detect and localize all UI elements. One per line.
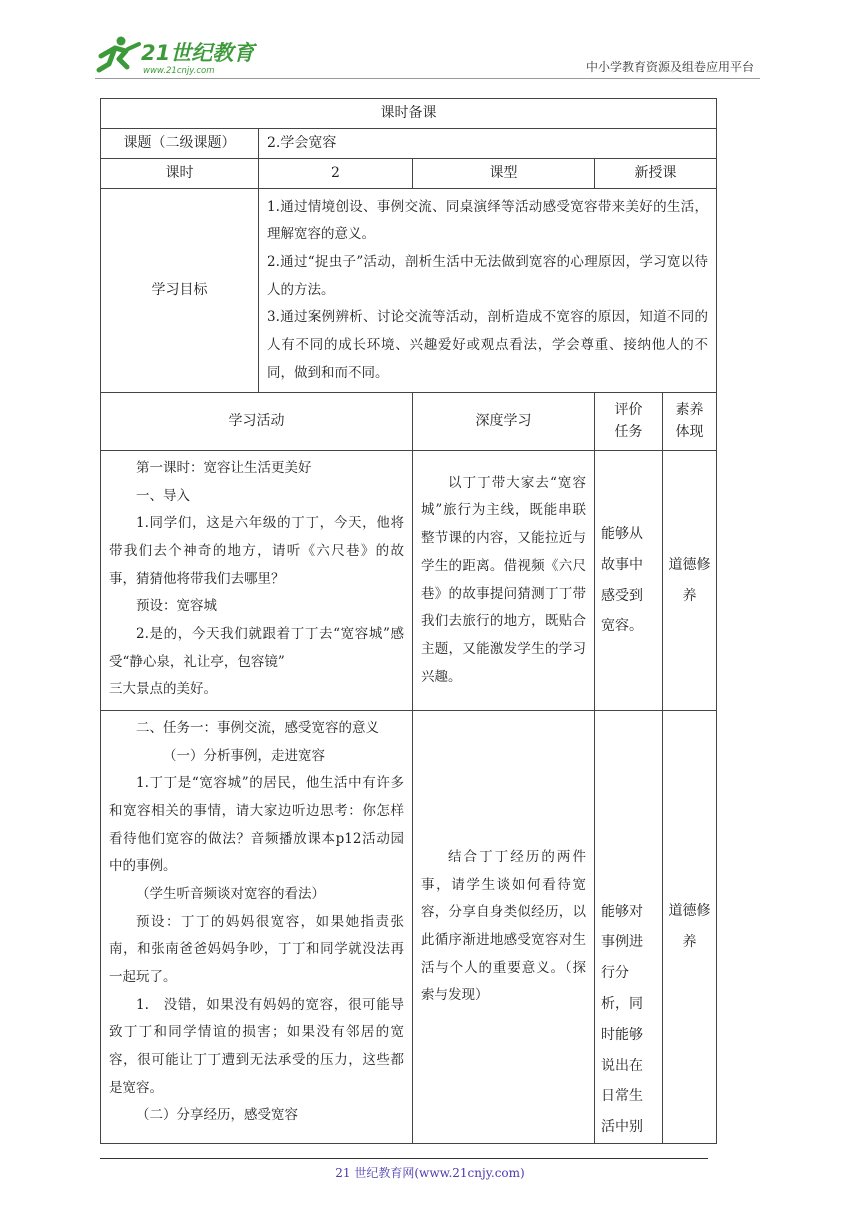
period-row <box>101 159 717 189</box>
activity-header-row <box>101 393 717 451</box>
col-eval-header: 评价任务 <box>595 393 663 451</box>
literacy-cell: 道德修养 <box>663 711 717 1144</box>
table-title: 课时备课 <box>101 99 717 129</box>
col-activity-header: 学习活动 <box>101 393 413 451</box>
topic-value: 2.学会宽容 <box>259 129 717 159</box>
goal-item: 3.通过案例辨析、讨论交流等活动，剖析造成不宽容的原因，知道不同的人有不同的成长环境、兴趣爱好或观点看法，学会尊重、接纳他人的不同，做到和而不同。 <box>267 309 709 381</box>
page-header <box>95 34 760 79</box>
col-deep-header: 深度学习 <box>413 393 595 451</box>
table-title-row <box>101 99 717 129</box>
goals-label: 学习目标 <box>101 189 259 393</box>
activity-line: （一）分析事例，走进宽容 <box>163 747 325 764</box>
period-value: 2 <box>259 159 413 189</box>
activity-row-2 <box>101 711 717 1144</box>
goal-item: 2.通过“捉虫子”活动，剖析生活中无法做到宽容的心理原因，学习宽以待人的方法。 <box>267 253 709 298</box>
activity-line: （二）分享经历，感受宽容 <box>136 1107 298 1124</box>
lesson-heading: 第一课时：宽容让生活更美好 <box>136 460 312 476</box>
activity-line: 预设：丁丁的妈妈很宽容，如果她指责张南，和张南爸爸妈妈争吵，丁丁和同学就没法再一起玩了。 <box>109 913 404 986</box>
activity-row-1 <box>101 451 717 711</box>
activity-line: 1.丁丁是“宽容城”的居民，他生活中有许多和宽容相关的事情，请大家边听边思考：你怎样看待他们宽容的做法？音频播放课本p12活动园中的事例。 <box>109 775 404 875</box>
activity-cell <box>101 451 413 711</box>
goal-item: 1.通过情境创设、事例交流、同桌演绎等活动感受宽容带来美好的生活，理解宽容的意义。 <box>267 198 709 243</box>
activity-line: 预设：宽容城 <box>136 598 217 615</box>
topic-row <box>101 129 717 159</box>
activity-line: 三大景点的美好。 <box>109 681 217 698</box>
period-label: 课时 <box>101 159 259 189</box>
type-label: 课型 <box>413 159 595 189</box>
lesson-plan-table <box>100 98 717 1144</box>
col-literacy-header: 素养体现 <box>663 393 717 451</box>
activity-line: 2.是的，今天我们就跟着丁丁去“宽容城”感受“静心泉，礼让亭，包容镜” <box>109 626 404 670</box>
literacy-cell: 道德修养 <box>663 451 717 711</box>
activity-line: 1.同学们，这是六年级的丁丁，今天，他将带我们去个神奇的地方，请听《六尺巷》的故事，猜猜他将带我们去哪里？ <box>109 515 404 587</box>
activity-line: 一、导入 <box>136 487 190 504</box>
deep-learning-cell: 结合丁丁经历的两件事，请学生谈如何看待宽容，分享自身类似经历，以此循序渐进地感受宽容对生活与个人的重要意义。（探索与发现） <box>413 711 595 1144</box>
type-value: 新授课 <box>595 159 717 189</box>
deep-learning-cell: 以丁丁带大家去“宽容城”旅行为主线，既能串联整节课的内容，又能拉近与学生的距离。借视频《六尺巷》的故事提问猜测丁丁带我们去旅行的地方，既贴合主题，又能激发学生的学习兴趣。 <box>413 451 595 711</box>
eval-cell: 能够从故事中感受到宽容。 <box>595 451 663 711</box>
platform-name: 中小学教育资源及组卷应用平台 <box>585 60 754 74</box>
activity-cell <box>101 711 413 1144</box>
activity-line: 二、任务一：事例交流，感受宽容的意义 <box>136 720 379 736</box>
activity-line: 1. 没错，如果没有妈妈的宽容，很可能导致丁丁和同学情谊的损害；如果没有邻居的宽容，很可能让丁丁遭到无法承受的压力，这些都是宽容。 <box>109 996 404 1096</box>
footer-divider <box>100 1158 708 1159</box>
svg-text:www.21cnjy.com: www.21cnjy.com <box>143 66 215 76</box>
activity-line: （学生听音频谈对宽容的看法） <box>136 886 325 903</box>
topic-label: 课题（二级课题） <box>101 129 259 159</box>
svg-text:21世纪教育: 21世纪教育 <box>141 41 255 65</box>
eval-cell: 能够对事例进行分析，同时能够说出在日常生活中别 <box>595 711 663 1144</box>
goals-row <box>101 189 717 393</box>
site-logo <box>95 34 265 76</box>
page-footer[interactable]: 21 世纪教育网(www.21cnjy.com) <box>335 1166 525 1180</box>
goals-cell <box>259 189 717 393</box>
